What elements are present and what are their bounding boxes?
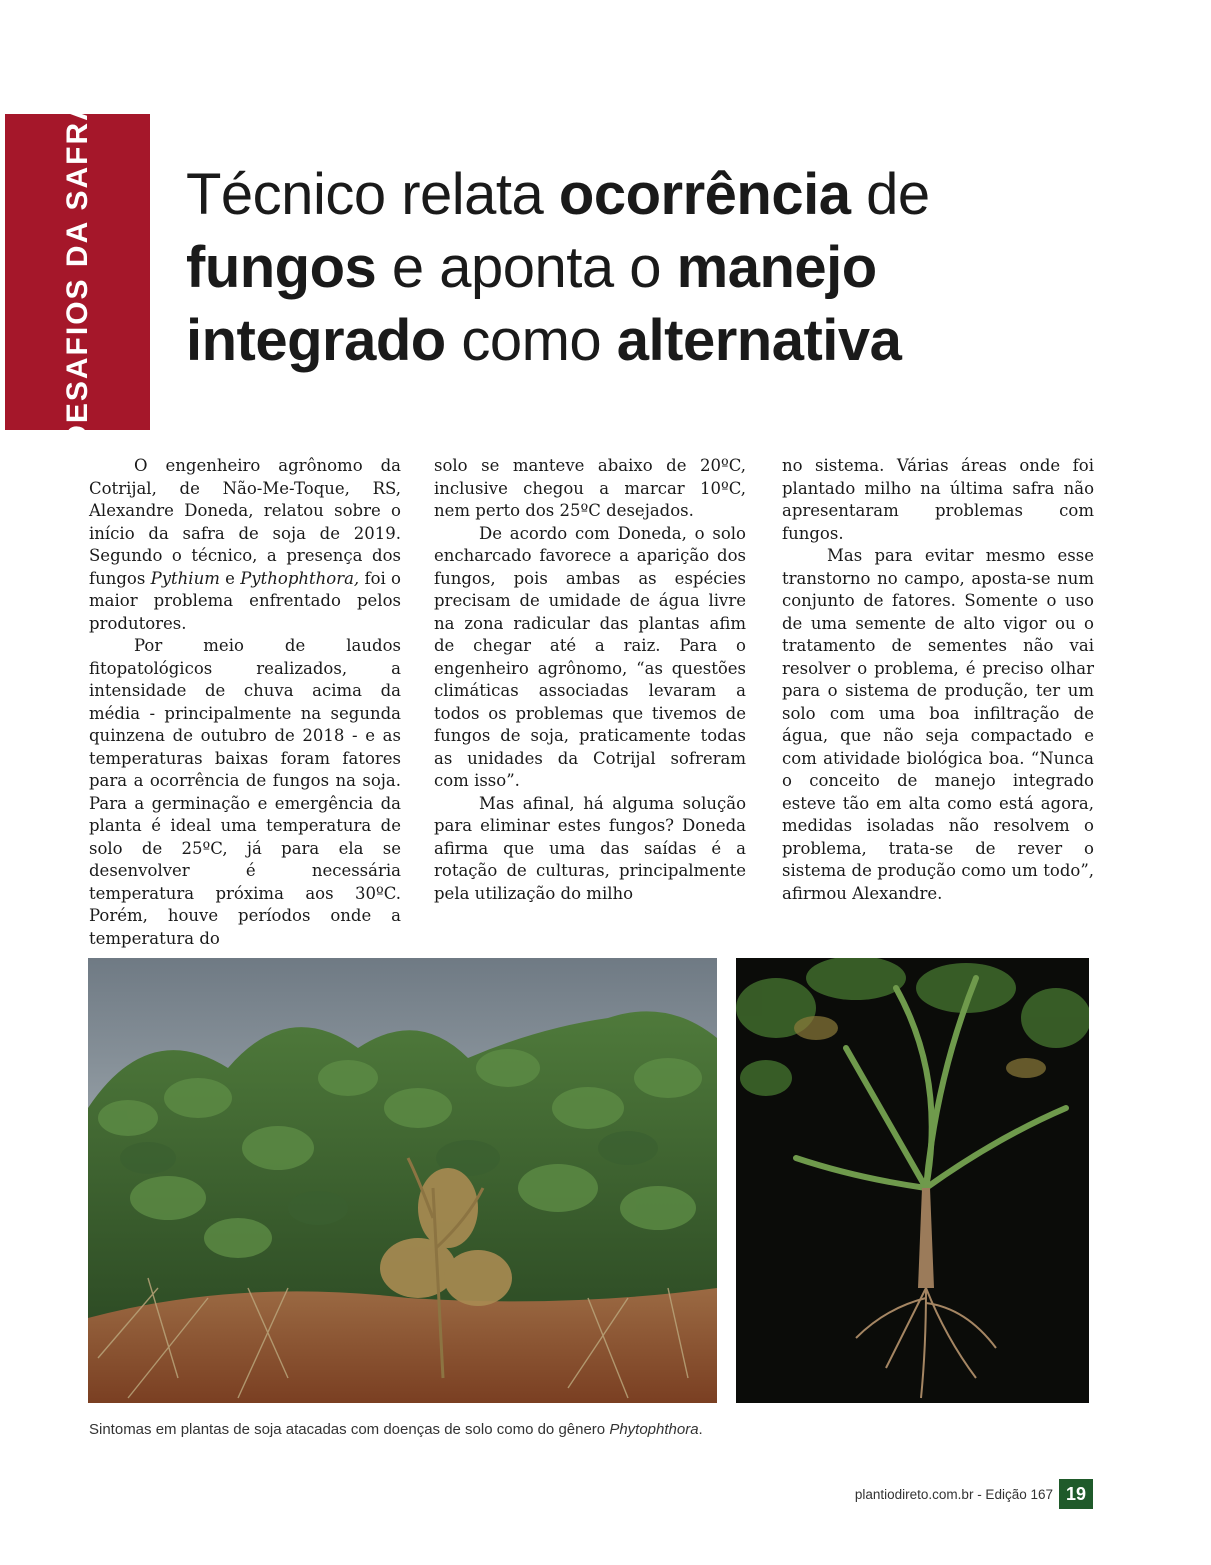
section-label [5, 97, 150, 447]
photo-caption [89, 1421, 1089, 1438]
headline-bold: manejo [676, 235, 877, 300]
soybean-field-photo [88, 958, 717, 1403]
headline-bold: ocorrência [558, 162, 851, 227]
article-column-3 [782, 455, 1094, 905]
headline-bold: alternativa [616, 308, 902, 373]
diseased-plant-photo [736, 958, 1089, 1403]
footer-edition: - Edição 167 [973, 1487, 1053, 1502]
paragraph-text: O engenheiro agrônomo da Cotrijal, de Não-Me-Toque, RS, Alexandre Doneda, relatou sobre o início da safra de soja de 2019. Segundo o técnico, a presença dos fungos [89, 456, 401, 588]
headline-text: como [445, 308, 617, 373]
species-name: Pythium [150, 568, 220, 588]
article-column-1 [89, 455, 401, 950]
section-label-text: DESAFIOS DA SAFRA [60, 97, 94, 447]
species-name: Pythophthora, [240, 568, 360, 588]
footer [855, 1487, 1053, 1502]
headline-text: Técnico relata [186, 162, 559, 227]
paragraph-text: foi o maior problema enfrentado pelos produtores. [89, 568, 401, 633]
paragraph-text: e [219, 568, 241, 588]
paragraph: Mas afinal, há alguma solução para eliminar estes fungos? Doneda afirma que uma das saídas é a rotação de culturas, principalmente pela utilização do milho [434, 793, 746, 903]
headline-bold: integrado [186, 308, 446, 373]
headline-bold: fungos [186, 235, 377, 300]
footer-site: plantiodireto.com.br [854, 1487, 974, 1502]
paragraph [89, 455, 401, 635]
caption-text: Sintomas em plantas de soja atacadas com doenças de solo como do gênero [89, 1421, 610, 1438]
paragraph: Por meio de laudos fitopatológicos realizados, a intensidade de chuva acima da média - principalmente na segunda quinzena de outubro de 2018 - e as temperaturas baixas foram fatores para a ocorrência de fungos na soja. Para a germinação e emergência da planta é ideal uma temperatura de solo de 25ºC, já para ela se desenvolver é necessária temperatura próxima aos 30ºC. Porém, houve períodos onde a temperatura do [89, 636, 401, 948]
caption-genus: Phytophthora [609, 1421, 699, 1438]
headline-text: de [850, 162, 930, 227]
article-column-2 [434, 455, 746, 905]
paragraph: De acordo com Doneda, o solo encharcado favorece a aparição dos fungos, pois ambas as espécies precisam de umidade de água livre na zona radicular das plantas afim de chegar até a raiz. Para o engenheiro agrônomo, “as questões climáticas associadas levaram a todos os problemas que tivemos de fungos de soja, praticamente todas as unidades da Cotrijal sofreram com isso”. [434, 523, 746, 790]
page-number: 19 [1059, 1479, 1093, 1509]
caption-text: . [698, 1421, 703, 1438]
paragraph-continued: no sistema. Várias áreas onde foi plantado milho na última safra não apresentaram problemas com fungos. [782, 456, 1094, 543]
headline-text: e aponta o [376, 235, 677, 300]
paragraph-continued: solo se manteve abaixo de 20ºC, inclusive chegou a marcar 10ºC, nem perto dos 25ºC desejados. [434, 456, 746, 520]
headline [186, 158, 1086, 377]
paragraph: Mas para evitar mesmo esse transtorno no campo, aposta-se num conjunto de fatores. Somente o uso de uma semente de alto vigor ou o tratamento de sementes não vai resolver o problema, é preciso olhar para o sistema de produção, ter um solo com uma boa infiltração de água, que não seja compactado e com atividade biológica boa. “Nunca o conceito de manejo integrado esteve tão em alta como está agora, medidas isoladas não resolvem o problema, trata-se de rever o sistema de produção como um todo”, afirmou Alexandre. [782, 546, 1094, 903]
